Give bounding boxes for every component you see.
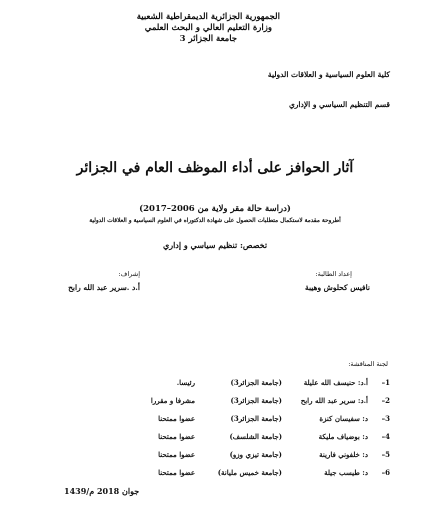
member-role: رئيسا. [176,378,195,387]
member-number: 2– [381,396,390,405]
republic-name: الجمهورية الجزائرية الديمقراطية الشعبية [136,12,280,22]
member-role: عضوا ممتحنا [158,450,195,459]
member-name: د: خلفوني فارينة [319,450,368,459]
member-university: (جامعة الجزائر3) [230,378,282,387]
member-number: 1– [381,378,390,387]
faculty-name: كلية العلوم السياسية و العلاقات الدولية [267,70,390,79]
thesis-title: آثار الحوافز على أداء الموظف العام في الجزائر [76,160,354,176]
member-number: 6– [381,468,390,477]
member-university: (جامعة خميس مليانة) [217,468,282,477]
committee-row [40,414,390,430]
university-name: جامعة الجزائر 3 [179,34,238,44]
committee-row [40,432,390,448]
committee-row [40,378,390,394]
thesis-description: أطروحة مقدمة لاستكمال متطلبات الحصول على شهادة الدكتوراه في العلوم السياسية و العلاقات الدولية [89,218,341,224]
thesis-subtitle: (دراسة حالة مقر ولاية من 2006–2017) [139,204,291,214]
member-number: 4– [381,432,390,441]
member-name: د: طيسب جيلة [324,468,368,477]
member-university: (جامعة تيزي وزو) [229,450,282,459]
committee-row [40,396,390,412]
member-name: د: سفيسان كنزة [319,414,368,423]
ministry-name: وزارة التعليم العالي و البحث العلمي [144,23,272,33]
student-name: نافيس كحلوش وهيبة [304,283,370,292]
supervisor-name: أ.د .سرير عبد الله رابح [68,283,140,292]
department-name: قسم التنظيم السياسي و الإداري [288,100,390,109]
committee-row [40,450,390,466]
defense-date: جوان 2018 م/1439 [64,486,140,496]
prepared-by-label: إعداد الطالبة: [315,270,352,278]
member-role: عضوا ممتحنا [158,468,195,477]
member-role: مشرفا و مقررا [150,396,195,405]
member-university: (جامعة الجزائر3) [230,414,282,423]
member-university: (جامعة الشلسف) [229,432,282,441]
member-name: أ.د: سرير عبد الله رابح [300,396,368,405]
member-role: عضوا ممتحنا [158,432,195,441]
supervisor-label: إشراف: [118,270,140,278]
member-number: 3– [381,414,390,423]
member-university: (جامعة الجزائر3) [230,396,282,405]
committee-row [40,468,390,484]
member-name: د: بوضياف مليكة [318,432,368,441]
institution-header [137,12,280,45]
member-number: 5– [381,450,390,459]
member-name: أ.د: حنيسف الله عليلة [303,378,368,387]
thesis-specialty: تخصص: تنظيم سياسي و إداري [162,240,268,250]
member-role: عضوا ممتحنا [158,414,195,423]
committee-label: لجنة المناقشة: [348,360,388,368]
